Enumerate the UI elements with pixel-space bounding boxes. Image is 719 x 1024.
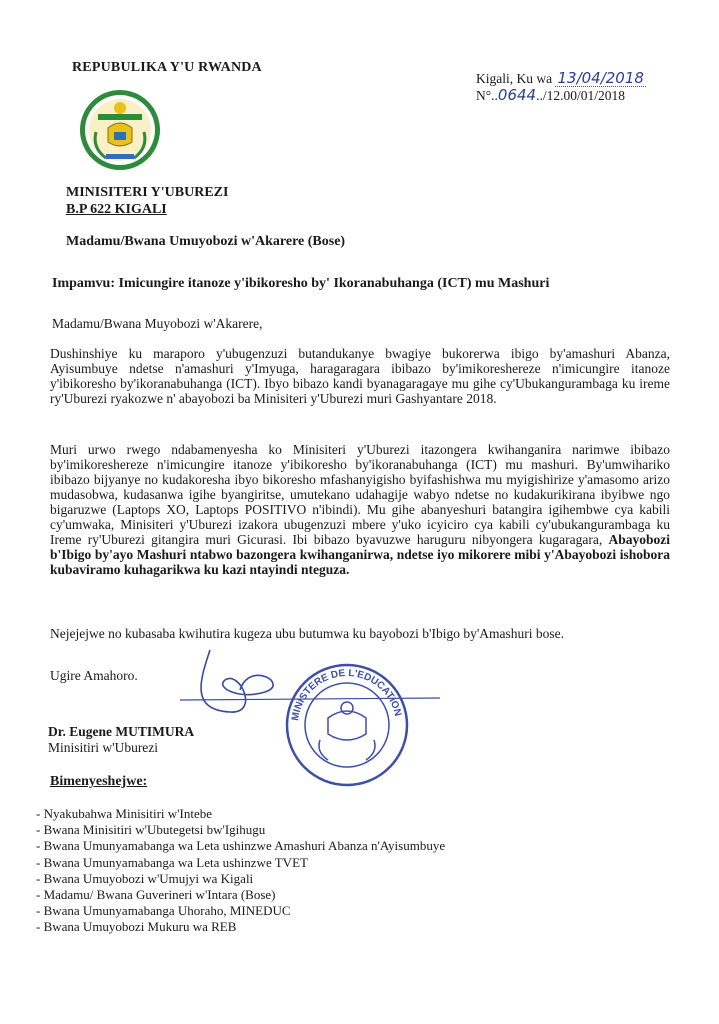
cc-item: - Bwana Minisitiri w'Ubutegetsi bw'Igihugu: [36, 822, 266, 838]
number-prefix: N°..: [476, 88, 498, 103]
stamp-text: MINISTERE DE L'EDUCATION: [290, 667, 404, 722]
cc-item: - Madamu/ Bwana Guverineri w'Intara (Bose): [36, 887, 276, 903]
cc-item: - Bwana Umuyobozi Mukuru wa REB: [36, 919, 237, 935]
cc-item: - Bwana Umunyamabanga Uhoraho, MINEDUC: [36, 903, 291, 919]
subject-line: Impamvu: Imicungire itanoze y'ibikoresho by' Ikoranabuhanga (ICT) mu Mashuri: [52, 276, 550, 291]
cc-item: - Bwana Umunyamabanga wa Leta ushinzwe TVET: [36, 854, 308, 870]
ministry-name: MINISITERI Y'UBUREZI: [66, 185, 229, 200]
cc-item: - Nyakubahwa Minisitiri w'Intebe: [36, 806, 212, 821]
signer-title: Minisitiri w'Uburezi: [48, 740, 159, 755]
reference-number-line: [476, 87, 646, 104]
republic-heading: REPUBULIKA Y'U RWANDA: [72, 60, 262, 75]
ministry-block: [66, 184, 228, 218]
ministry-address: B.P 622 KIGALI: [66, 202, 167, 217]
cc-list: [36, 806, 445, 936]
body-paragraph-3: Nejejejwe no kubasaba kwihutira kugeza ubu butumwa ku bayobozi b'Ibigo by'Amashuri bose.: [50, 626, 564, 641]
closing: Ugire Amahoro.: [50, 668, 138, 683]
body-paragraph-2: [50, 442, 670, 577]
reference-block: [476, 70, 646, 104]
cc-item: - Bwana Umuyobozi w'Umujyi wa Kigali: [36, 870, 254, 886]
addressee: Madamu/Bwana Umuyobozi w'Akarere (Bose): [66, 234, 346, 249]
cc-item: - Bwana Umunyamabanga wa Leta ushinzwe Amashuri Abanza n'Ayisumbuye: [36, 838, 446, 854]
body-paragraph-2-warning: Abayobozi b'Ibigo by'ayo Mashuri ntabwo bazongera kwihanganirwa, ndetse iyo mikorere mibi y'Abayobozi ishobora kubaviramo kuhagarikwa ku kazi ntayindi nteguza.: [50, 532, 670, 577]
date-prefix: Kigali, Ku wa: [476, 71, 553, 86]
number-suffix: ../12.00/01/2018: [536, 88, 625, 103]
salutation: Madamu/Bwana Muyobozi w'Akarere,: [52, 316, 263, 331]
signer-block: [48, 724, 194, 756]
official-stamp: [282, 660, 412, 790]
body-paragraph-1: Dushinshiye ku maraporo y'ubugenzuzi butandukanye bwagiye bukorerwa ibigo by'amashuri Abanza, Ayisumbuye ndetse n'amashuri y'Imyuga, haragaragara ibibazo by'imikoreshereze n'imicungire itanoze y'ibikoresho by'ikoranabuhanga (ICT). Ibyo bibazo kandi byanagaragaye mu gihe cy'Ubukangurambaga ku ireme ry'Uburezi ryakozwe n' abayobozi ba Minisiteri y'Uburezi muri Gashyantare 2018.: [50, 346, 670, 406]
body-paragraph-2-text: Muri urwo rwego ndabamenyesha ko Minisiteri y'Uburezi itazongera kwihanganira narimwe ibibazo by'imikoreshereze n'imicungire itanoze y'ibikoresho by'ikoranabuhanga (ICT) mu mashuri. By'umwihariko ibibazo bijyanye no kudakoresha ibyo bikoresho mfashanyigisho byifashishwa mu myigishirize y'amasomo arizo mudasobwa, kudasanwa igihe byangiritse, umutekano udahagije wabyo ndetse no kudakurikirana ibyibwe ngo bigaruzwe (Laptops XO, Laptops POSITIVO n'ibindi). Mu gihe abanyeshuri batangira igihembwe cya kabili cy'umwaka, Minisiteri y'Uburezi izakora ubugenzuzi mbere y'uko icyiciro cya kabili cy'ubukangurambaga ku Ireme ry'Uburezi gitangira muri Gicurasi. Ibi bibazo byavuzwe haruguru nibyongera kugaragara,: [50, 442, 670, 547]
date-handwritten: 13/04/2018: [557, 69, 644, 87]
national-emblem: [78, 88, 162, 172]
number-handwritten: 0644: [497, 86, 537, 104]
cc-label: Bimenyeshejwe:: [50, 774, 148, 789]
date-line: [476, 70, 646, 87]
signer-name: Dr. Eugene MUTIMURA: [48, 724, 195, 739]
